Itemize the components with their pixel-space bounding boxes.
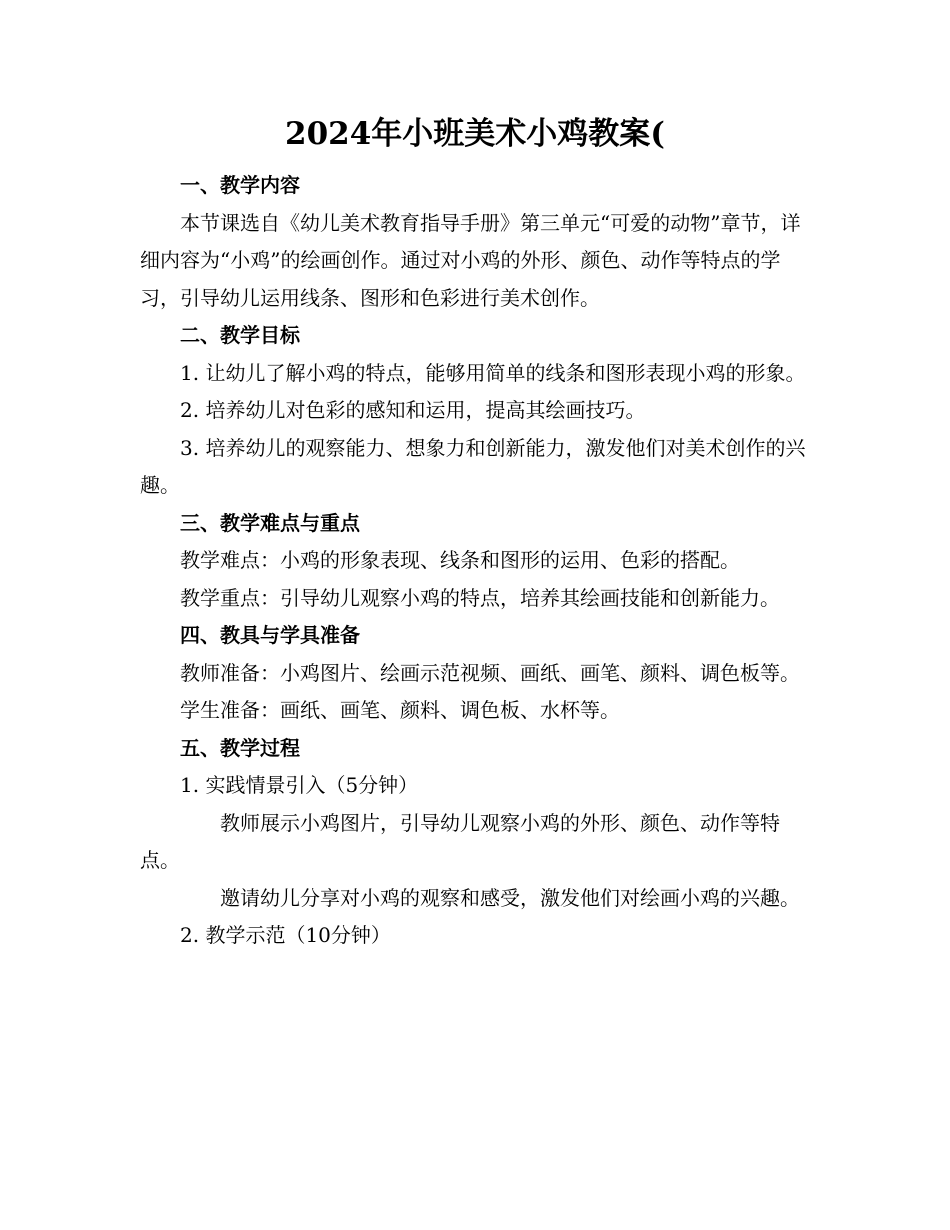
goal-item: 3. 培养幼儿的观察能力、想象力和创新能力，激发他们对美术创作的兴趣。 — [140, 435, 806, 497]
paragraph-key-points: 教学重点：引导幼儿观察小鸡的特点，培养其绘画技能和创新能力。 — [180, 585, 780, 610]
document-title: 2024年小班美术小鸡教案( — [285, 116, 665, 152]
paragraph-student-materials: 学生准备：画纸、画笔、颜料、调色板、水杯等。 — [180, 698, 620, 722]
section-heading-content: 一、教学内容 — [180, 173, 300, 197]
process-step-2: 2. 教学示范（10分钟） — [180, 923, 391, 947]
section-heading-difficulty: 三、教学难点与重点 — [180, 510, 360, 535]
goal-item: 2. 培养幼儿对色彩的感知和运用，提高其绘画技巧。 — [180, 398, 646, 422]
process-step-1: 1. 实践情景引入（5分钟） — [180, 773, 419, 797]
goal-item: 1. 让幼儿了解小鸡的特点，能够用简单的线条和图形表现小鸡的形象。 — [180, 360, 806, 385]
paragraph-content-description: 本节课选自《幼儿美术教育指导手册》第三单元“可爱的动物”章节，详细内容为“小鸡”的绘画创作。通过对小鸡的外形、颜色、动作等特点的学习，引导幼儿运用线条、图形和色彩进行美术创作。 — [140, 210, 801, 310]
process-step-1-detail-b: 邀请幼儿分享对小鸡的观察和感受，激发他们对绘画小鸡的兴趣。 — [220, 885, 800, 910]
document-body — [140, 167, 810, 955]
paragraph-teacher-materials: 教师准备：小鸡图片、绘画示范视频、画纸、画笔、颜料、调色板等。 — [180, 660, 800, 685]
section-heading-goals: 二、教学目标 — [180, 323, 300, 347]
section-heading-materials: 四、教具与学具准备 — [180, 623, 360, 647]
paragraph-difficulty: 教学难点：小鸡的形象表现、线条和图形的运用、色彩的搭配。 — [180, 548, 740, 572]
section-heading-process: 五、教学过程 — [180, 735, 300, 760]
process-step-1-detail-a: 教师展示小鸡图片，引导幼儿观察小鸡的外形、颜色、动作等特点。 — [140, 810, 780, 872]
